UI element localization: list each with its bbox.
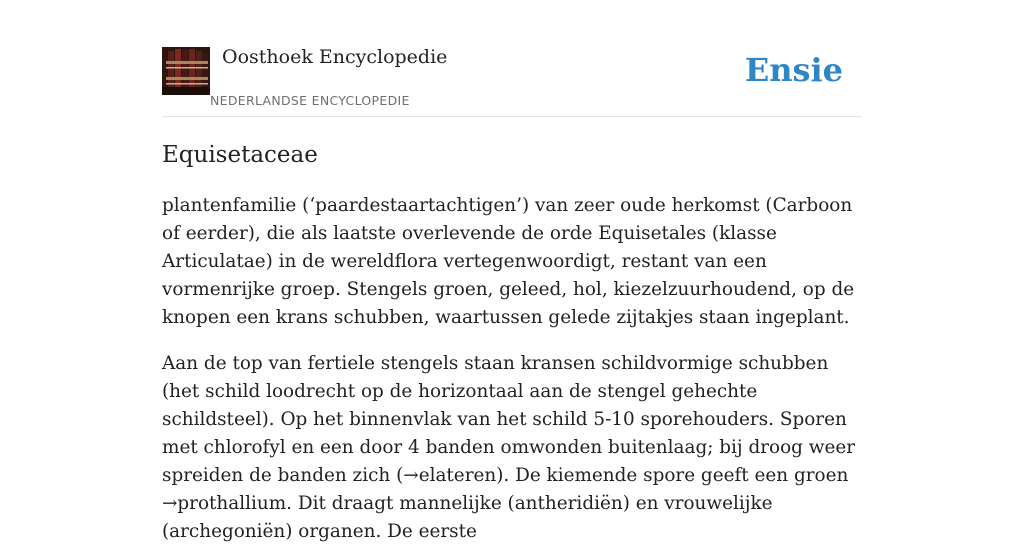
ensie-logo[interactable]: Ensie — [744, 51, 843, 89]
article-paragraph: plantenfamilie (‘paardestaartachtigen’) van zeer oude herkomst (Carboon of eerder), die als laatste overlevende de orde Equisetales (klasse Articulatae) in de wereldflora vertegenwoordigt, restant van een vormenrijke groep. Stengels groen, geleed, hol, kiezelzuurhoudend, op de knopen een krans schubben, waartussen gelede zijtakjes staan ingeplant. — [162, 195, 855, 328]
article-paragraph: Aan de top van fertiele stengels staan kransen schildvormige schubben (het schild loodrecht op de horizontaal aan de stengel gehechte schildsteel). Op het binnenvlak van het schild 5-10 sporehouders. Sporen met chlorofyl en een door 4 banden omwonden buitenlaag; bij droog weer spreiden de banden zich (→elateren). De kiemende spore geeft een groen →prothallium. Dit draagt mannelijke (antheridiën) en vrouwelijke (archegoniën) organen. De eerste — [162, 353, 856, 542]
book-spines-avatar-icon[interactable] — [162, 47, 210, 95]
site-title[interactable]: Oosthoek Encyclopedie — [222, 46, 448, 68]
article-title: Equisetaceae — [162, 142, 318, 168]
article — [162, 140, 862, 546]
site-header — [162, 46, 862, 117]
site-subtitle: NEDERLANDSE ENCYCLOPEDIE — [210, 93, 410, 108]
